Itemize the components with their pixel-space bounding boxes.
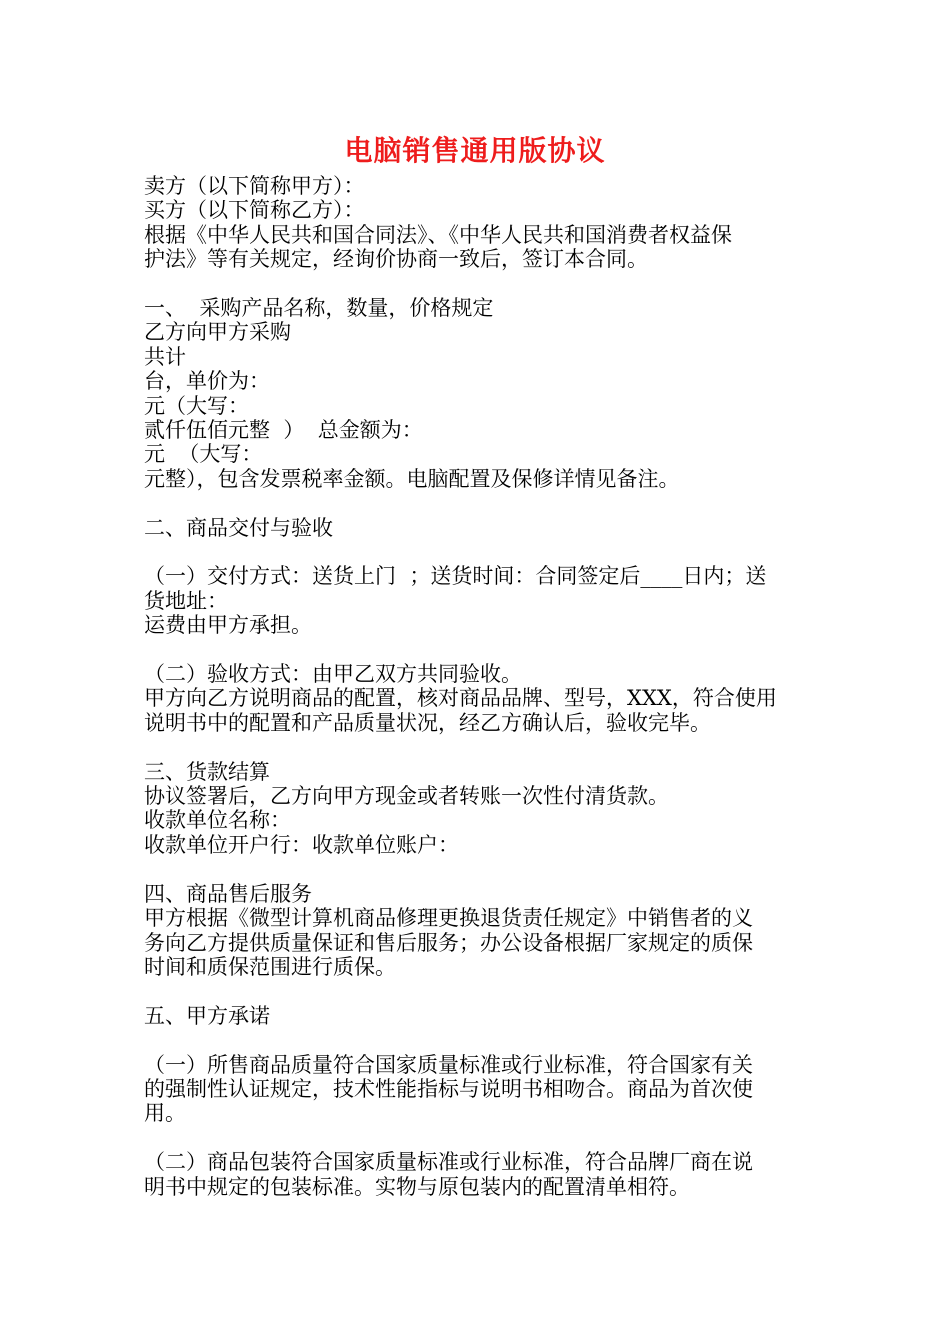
- blank-line: [144, 638, 808, 662]
- blank-line: [144, 979, 808, 1003]
- paragraph-line: 元（大写：: [144, 393, 249, 418]
- paragraph-line: 买方（以下简称乙方）：: [144, 198, 365, 223]
- paragraph-line: 协议签署后，乙方向甲方现金或者转账一次性付清货款。: [144, 784, 669, 809]
- paragraph-line: 用。: [144, 1101, 186, 1126]
- section-heading: 一、 采购产品名称，数量，价格规定: [144, 296, 494, 321]
- paragraph-line: 乙方向甲方采购: [144, 320, 291, 345]
- paragraph-line: （一）交付方式：送货上门 ；送货时间：合同签定后____日内；送: [144, 564, 767, 589]
- paragraph-line: 台，单价为：: [144, 369, 270, 394]
- paragraph-line: 共计: [144, 344, 186, 369]
- paragraph-line: 务向乙方提供质量保证和售后服务；办公设备根据厂家规定的质保: [144, 930, 753, 955]
- paragraph-line: 卖方（以下简称甲方）：: [144, 174, 365, 198]
- blank-line: [144, 1028, 808, 1052]
- blank-line: [144, 540, 808, 564]
- section-heading: 四、商品售后服务: [144, 881, 312, 906]
- paragraph-line: （一）所售商品质量符合国家质量标准或行业标准，符合国家有关: [144, 1052, 753, 1077]
- paragraph-line: 的强制性认证规定，技术性能指标与说明书相吻合。商品为首次使: [144, 1076, 753, 1101]
- paragraph-line: 收款单位开户行：收款单位账户：: [144, 832, 459, 857]
- paragraph-line: 元 （大写：: [144, 442, 263, 467]
- document-title: 电脑销售通用版协议: [344, 134, 606, 167]
- paragraph-line: 贰仟伍佰元整 ） 总金额为：: [144, 418, 423, 443]
- section-heading: 五、甲方承诺: [144, 1003, 270, 1028]
- paragraph-line: 收款单位名称：: [144, 808, 291, 833]
- blank-line: [144, 272, 808, 296]
- paragraph-line: 护法》等有关规定，经询价协商一致后，签订本合同。: [144, 247, 648, 272]
- section-heading: 二、商品交付与验收: [144, 515, 333, 540]
- blank-line: [144, 857, 808, 881]
- paragraph-line: 根据《中华人民共和国合同法》、《中华人民共和国消费者权益保: [144, 222, 732, 247]
- paragraph-line: 明书中规定的包装标准。实物与原包装内的配置清单相符。: [144, 1174, 690, 1199]
- blank-line: [144, 1126, 808, 1150]
- paragraph-line: （二）验收方式：由甲乙双方共同验收。: [144, 662, 522, 687]
- paragraph-line: 货地址：: [144, 588, 228, 613]
- paragraph-line: 甲方根据《微型计算机商品修理更换退货责任规定》中销售者的义: [144, 906, 753, 931]
- paragraph-line: 甲方向乙方说明商品的配置，核对商品品牌、型号，XXX，符合使用: [144, 686, 777, 711]
- paragraph-line: （二）商品包装符合国家质量标准或行业标准，符合品牌厂商在说: [144, 1150, 753, 1175]
- paragraph-line: 时间和质保范围进行质保。: [144, 954, 396, 979]
- section-heading: 三、货款结算: [144, 759, 270, 784]
- blank-line: [144, 735, 808, 759]
- paragraph-line: 元整），包含发票税率金额。电脑配置及保修详情见备注。: [144, 466, 680, 491]
- paragraph-line: 运费由甲方承担。: [144, 613, 312, 638]
- blank-line: [144, 491, 808, 515]
- document-body: [144, 174, 808, 1199]
- paragraph-line: 说明书中的配置和产品质量状况，经乙方确认后，验收完毕。: [144, 710, 711, 735]
